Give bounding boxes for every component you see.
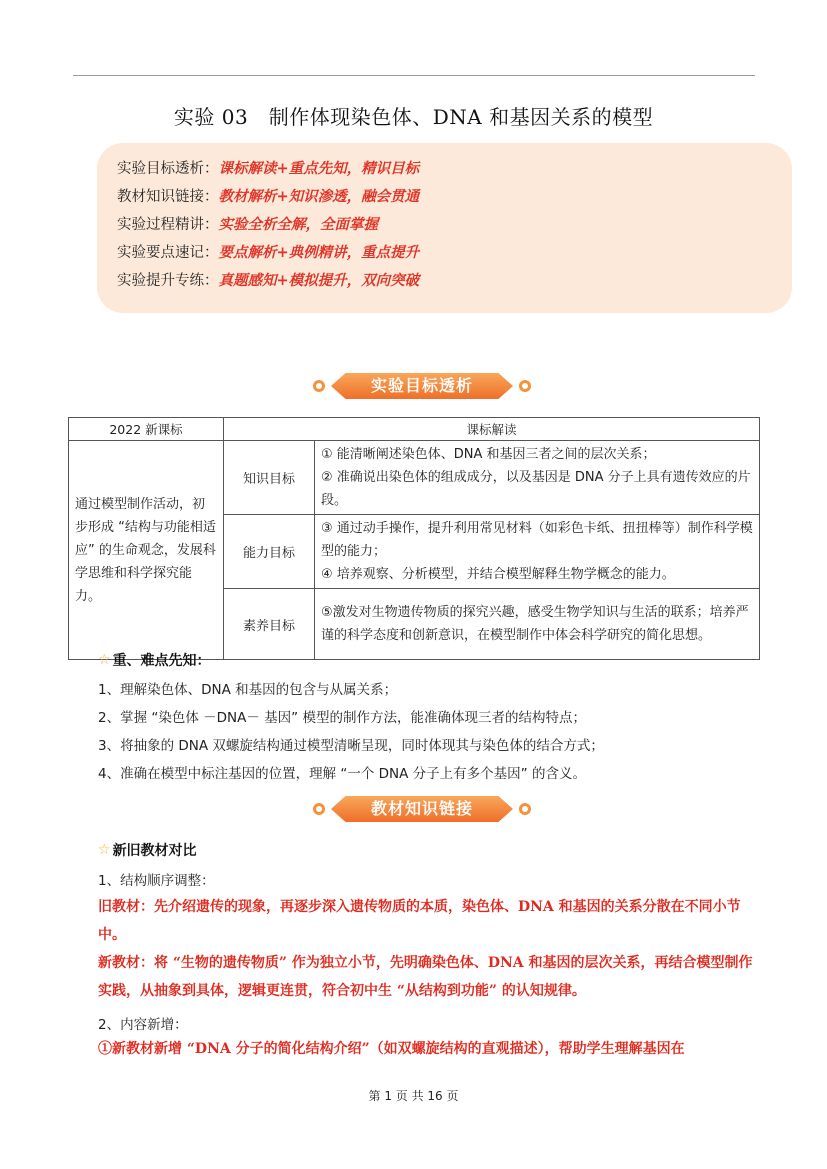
section-banner-goals: 实验目标透析 xyxy=(313,371,531,401)
header-cell: 课标解读 xyxy=(224,418,760,441)
section-banner-textbook: 教材知识链接 xyxy=(313,794,531,824)
header-rule xyxy=(73,75,755,76)
key-point-item: 2、掌握 “染色体 －DNA－ 基因” 模型的制作方法，能准确体现三者的结构特点； xyxy=(98,710,586,726)
banner-dot xyxy=(313,803,325,815)
table-row xyxy=(69,441,760,515)
banner-dot xyxy=(313,380,325,392)
summary-row: 实验要点速记：要点解析+典例精讲，重点提升 xyxy=(117,244,420,261)
star-icon: ☆ xyxy=(98,652,111,668)
summary-row: 实验提升专练：真题感知+模拟提升，双向突破 xyxy=(117,272,420,289)
content-cell: ① 能清晰阐述染色体、DNA 和基因三者之间的层次关系； ② 准确说出染色体的组成成分，以及基因是 DNA 分子上具有遗传效应的片段。 xyxy=(315,441,760,515)
category-cell: 能力目标 xyxy=(224,515,315,589)
summary-row: 教材知识链接：教材解析+知识渗透，融会贯通 xyxy=(117,188,420,205)
standard-text-cell: 通过模型制作活动，初步形成 “结构与功能相适应” 的生命观念，发展科学思维和科学探究能力。 xyxy=(69,441,224,660)
page-title: 实验 03 制作体现染色体、DNA 和基因关系的模型 xyxy=(173,105,654,129)
old-textbook-text: 旧教材：先介绍遗传的现象，再逐步深入遗传物质的本质，染色体、DNA 和基因的关系分散在不同小节中。 xyxy=(98,899,741,943)
category-cell: 知识目标 xyxy=(224,441,315,515)
compare-subheading: 1、结构顺序调整： xyxy=(98,873,215,889)
header-cell: 2022 新课标 xyxy=(69,418,224,441)
compare-subheading: 2、内容新增： xyxy=(98,1017,188,1033)
key-points-heading: ☆ 重、难点先知： xyxy=(98,652,211,669)
key-point-item: 4、准确在模型中标注基因的位置，理解 “一个 DNA 分子上有多个基因” 的含义。 xyxy=(98,766,586,782)
star-icon: ☆ xyxy=(98,842,111,858)
content-cell: ③ 通过动手操作，提升利用常见材料（如彩色卡纸、扭扭棒等）制作科学模型的能力； ④ 培养观察、分析模型，并结合模型解释生物学概念的能力。 xyxy=(315,515,760,589)
banner-dot xyxy=(519,380,531,392)
key-point-item: 1、理解染色体、DNA 和基因的包含与从属关系； xyxy=(98,682,398,698)
summary-box xyxy=(97,143,792,313)
page-footer: 第 1 页 共 16 页 xyxy=(368,1089,459,1103)
summary-row: 实验目标透析：课标解读+重点先知，精识目标 xyxy=(117,160,420,177)
compare-heading: ☆ 新旧教材对比 xyxy=(98,842,197,859)
content-cell: ⑤激发对生物遗传物质的探究兴趣，感受生物学知识与生活的联系；培养严谨的科学态度和创新意识，在模型制作中体会科学研究的简化思想。 xyxy=(315,589,760,660)
key-point-item: 3、将抽象的 DNA 双螺旋结构通过模型清晰呈现，同时体现其与染色体的结合方式； xyxy=(98,738,604,754)
summary-row: 实验过程精讲：实验全析全解，全面掌握 xyxy=(117,216,378,233)
banner-dot xyxy=(519,803,531,815)
goals-table xyxy=(68,417,760,660)
added-content-text: ①新教材新增 “DNA 分子的简化结构介绍”（如双螺旋结构的直观描述），帮助学生理解基因在 xyxy=(98,1041,685,1057)
category-cell: 素养目标 xyxy=(224,589,315,660)
new-textbook-text: 新教材：将 “生物的遗传物质” 作为独立小节，先明确染色体、DNA 和基因的层次关系，再结合模型制作实践，从抽象到具体，逻辑更连贯，符合初中生 “从结构到功能” 的认知规律。 xyxy=(98,955,753,999)
table-header-row xyxy=(69,418,760,441)
